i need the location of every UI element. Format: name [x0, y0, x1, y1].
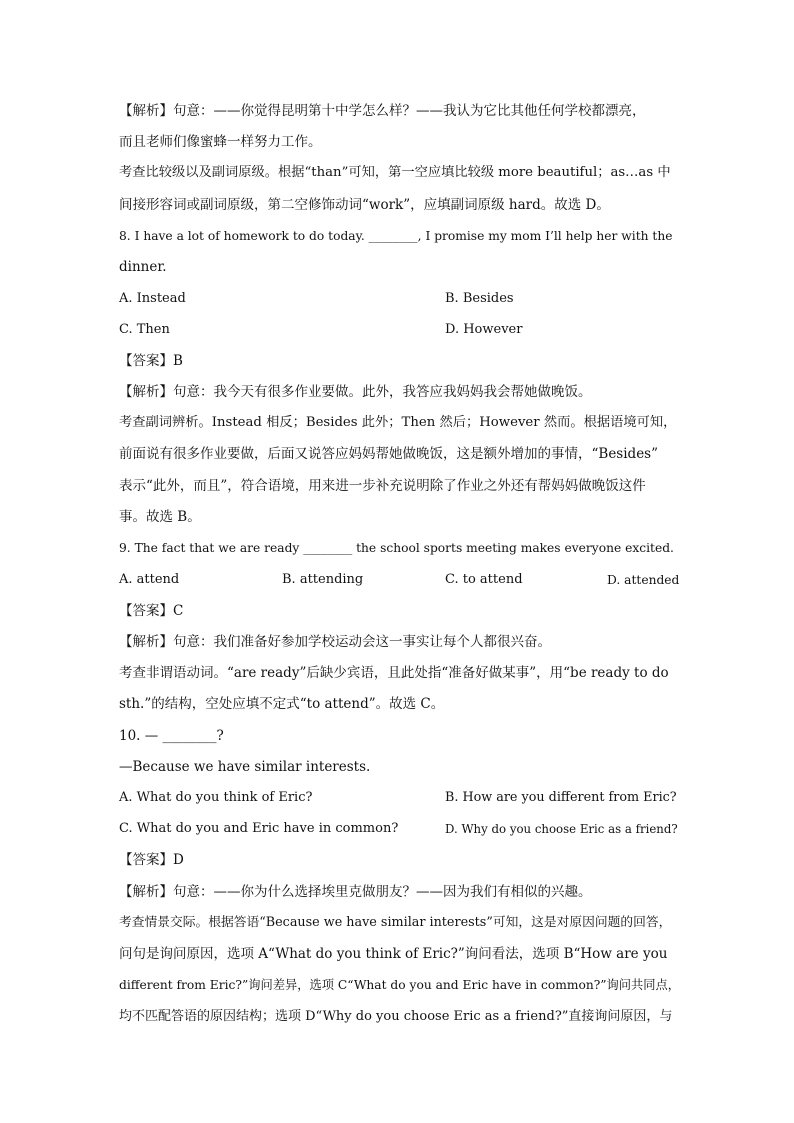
q8-analysis-line-1: 【解析】句意：我今天有很多作业要做。此外，我答应我妈妈我会帮她做晚饭。	[119, 384, 592, 400]
q10-option-c: C. What do you and Eric have in common?	[119, 821, 399, 836]
q8-analysis-line-2: 考查副词辨析。Instead 相反；Besides 此外；Then 然后；However 然而。根据语境可知，	[119, 415, 677, 430]
q10-analysis-line-3: 问句是询问原因，选项 A“What do you think of Eric?”询问看法，选项 B“How are you	[119, 946, 668, 962]
q8-option-a: A. Instead	[119, 291, 186, 306]
q9-option-a: A. attend	[119, 572, 180, 587]
q10-answer: 【答案】D	[119, 852, 184, 868]
q8-answer: 【答案】B	[119, 353, 183, 369]
q8-stem-line-2: dinner.	[119, 259, 167, 275]
q9-analysis-line-3: sth.”的结构，空处应填不定式“to attend”。故选 C。	[119, 696, 445, 712]
q10-analysis-line-4: different from Eric?”询问差异，选项 C“What do you and Eric have in common?”询问共同点，	[119, 978, 681, 992]
q10-analysis-line-5: 均不匹配答语的原因结构；选项 D“Why do you choose Eric as a friend?”直接询问原因，与	[119, 1009, 673, 1024]
q9-option-c: C. to attend	[445, 572, 523, 587]
q9-answer: 【答案】C	[119, 603, 184, 619]
q10-option-d: D. Why do you choose Eric as a friend?	[445, 822, 678, 836]
q9-stem: 9. The fact that we are ready ________ the school sports meeting makes everyone excited.	[119, 541, 674, 555]
q7-analysis-line-3: 考查比较级以及副词原级。根据“than”可知，第一空应填比较级 more beautiful；as…as 中	[119, 165, 671, 180]
q8-analysis-line-3: 前面说有很多作业要做，后面又说答应妈妈帮她做晚饭，这是额外增加的事情，“Besides”	[119, 446, 659, 462]
q9-analysis-line-1: 【解析】句意：我们准备好参加学校运动会这一事实让每个人都很兴奋。	[119, 634, 551, 650]
q8-stem-line-1: 8. I have a lot of homework to do today. ________, I promise my mom I’ll help her with the	[119, 229, 673, 243]
q8-option-c: C. Then	[119, 322, 170, 337]
q7-analysis-line-4: 间接形容词或副词原级，第二空修饰动词“work”，应填副词原级 hard。故选 D。	[119, 197, 610, 213]
q7-analysis-line-1: 【解析】句意：——你觉得昆明第十中学怎么样？——我认为它比其他任何学校都漂亮，	[119, 103, 646, 119]
q10-option-b: B. How are you different from Eric?	[445, 790, 677, 805]
q9-option-b: B. attending	[282, 572, 364, 587]
q7-analysis-line-2: 而且老师们像蜜蜂一样努力工作。	[119, 134, 322, 150]
q8-option-b: B. Besides	[445, 291, 514, 306]
q10-stem-line-2: —Because we have similar interests.	[119, 759, 371, 775]
q8-option-d: D. However	[445, 322, 523, 337]
q8-analysis-line-5: 事。故选 B。	[119, 509, 201, 525]
q10-analysis-line-1: 【解析】句意：——你为什么选择埃里克做朋友？——因为我们有相似的兴趣。	[119, 884, 592, 900]
q9-option-d: D. attended	[607, 573, 680, 587]
q10-stem-line-1: 10. — ________?	[119, 728, 224, 744]
q9-analysis-line-2: 考查非谓语动词。“are ready”后缺少宾语，且此处指“准备好做某事”，用“be ready to do	[119, 665, 669, 681]
q10-analysis-line-2: 考查情景交际。根据答语“Because we have similar interests”可知，这是对原因问题的回答，	[119, 915, 672, 930]
q8-analysis-line-4: 表示“此外，而且”，符合语境，用来进一步补充说明除了作业之外还有帮妈妈做晚饭这件	[119, 478, 646, 494]
q10-option-a: A. What do you think of Eric?	[119, 790, 313, 805]
